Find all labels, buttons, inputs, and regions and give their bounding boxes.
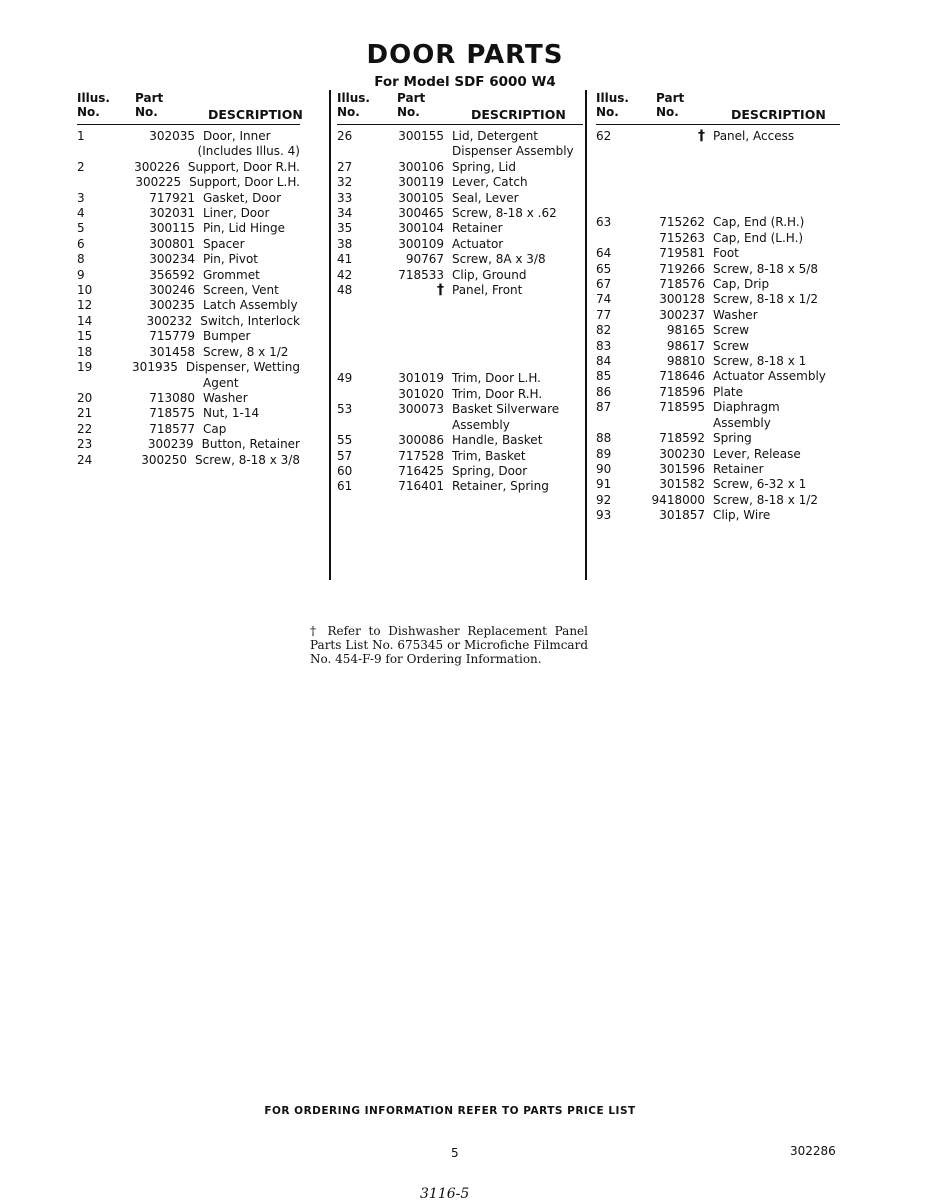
description: Support, Door R.H. (187, 159, 300, 174)
table-row (337, 160, 583, 175)
part-number: 300128 (659, 292, 705, 307)
table-row (596, 508, 840, 523)
illus-number: 19 (77, 360, 93, 375)
description: Screw, 8-18 x 1/2 (713, 492, 818, 507)
table-row (596, 416, 840, 431)
description: Cap, End (R.H.) (713, 215, 805, 230)
illus-number: 32 (337, 175, 353, 190)
header-illus: Illus. No. (596, 91, 629, 119)
part-number: 300109 (398, 236, 444, 251)
part-number: 300226 (134, 159, 180, 174)
illus-number: 1 (77, 129, 85, 143)
part-number (604, 416, 705, 431)
table-row (77, 252, 300, 267)
description: Seal, Lever (452, 190, 519, 205)
part-number: 300119 (398, 175, 444, 190)
description: Assembly (452, 417, 510, 432)
table-row (77, 298, 300, 313)
part-number (344, 418, 444, 433)
table-row (596, 292, 840, 307)
part-number: 719581 (659, 246, 705, 261)
part-number: 98810 (666, 354, 705, 369)
table-row (596, 215, 840, 230)
illus-number: 10 (77, 283, 93, 298)
description: Screw (713, 323, 750, 338)
illus-number: 88 (596, 431, 612, 446)
part-number: 302035 (149, 129, 195, 143)
part-number: 718596 (659, 384, 705, 399)
description: Gasket, Door (203, 190, 281, 205)
illus-number: 48 (337, 283, 353, 298)
illus-number (337, 387, 344, 402)
illus-number: 83 (596, 338, 612, 353)
illus-number: 86 (596, 384, 612, 399)
handwritten-mark: 3116-5 (420, 1186, 470, 1202)
description: Screen, Vent (203, 283, 279, 298)
column-header (596, 90, 840, 125)
table-row (596, 323, 840, 338)
part-number: 300104 (398, 221, 444, 236)
table-row (596, 447, 840, 462)
table-row (596, 369, 840, 384)
illus-number: 84 (596, 354, 612, 369)
table-row (337, 175, 583, 190)
table-row (337, 418, 583, 433)
description: Cap, Drip (713, 277, 770, 292)
table-row (77, 453, 300, 468)
parts-column-3 (596, 90, 840, 524)
illus-number: 87 (596, 400, 612, 415)
table-row (77, 160, 300, 175)
part-number: 300225 (135, 175, 182, 190)
table-row (596, 129, 840, 144)
description: Door, Inner (203, 129, 271, 143)
illus-number: 61 (337, 479, 353, 494)
table-row (337, 449, 583, 464)
illus-number: 33 (337, 190, 353, 205)
description: Panel, Front (452, 283, 523, 298)
description: Pin, Pivot (203, 252, 258, 267)
description: Lid, Detergent (452, 129, 539, 143)
description: Button, Retainer (201, 437, 300, 452)
illus-number: 49 (337, 371, 353, 386)
part-number: 718533 (398, 267, 444, 282)
table-row (337, 268, 583, 283)
part-number: 301935 (132, 360, 178, 375)
illus-number: 65 (596, 261, 612, 276)
illus-number: 63 (596, 215, 612, 230)
description: Trim, Door L.H. (452, 371, 541, 386)
table-row (337, 479, 583, 494)
description: Washer (713, 307, 758, 322)
part-number: 718575 (149, 406, 195, 421)
table-row (596, 246, 840, 261)
description: Trim, Door R.H. (452, 386, 543, 401)
table-row (596, 339, 840, 354)
table-row (596, 493, 840, 508)
illus-number (77, 175, 123, 190)
part-number: 713080 (149, 390, 195, 405)
part-number: 301020 (398, 386, 444, 401)
part-number: 300106 (398, 159, 444, 174)
table-row (77, 206, 300, 221)
description: Lever, Release (713, 446, 801, 461)
illus-number: 57 (337, 448, 353, 463)
illus-number: 62 (596, 129, 612, 143)
description: Foot (713, 246, 739, 261)
description: Agent (203, 375, 239, 390)
description: Diaphragm (713, 400, 780, 415)
parts-column-2 (337, 90, 583, 495)
description: Actuator (452, 236, 504, 251)
illus-number: 23 (77, 437, 93, 452)
illus-number (596, 416, 604, 431)
table-row (337, 237, 583, 252)
table-row (77, 422, 300, 437)
table-row (77, 314, 300, 329)
description: Dispenser, Wetting (185, 360, 300, 375)
table-row (77, 283, 300, 298)
description: Handle, Basket (452, 433, 543, 448)
document-number: 302286 (790, 1144, 836, 1158)
parts-list (337, 129, 583, 298)
part-number: 715779 (149, 329, 195, 344)
part-number: † (698, 128, 705, 144)
illus-number: 24 (77, 452, 93, 467)
table-row (596, 431, 840, 446)
illus-number: 18 (77, 344, 93, 359)
header-illus: Illus. No. (337, 91, 370, 119)
illus-number: 89 (596, 446, 612, 461)
part-number (129, 376, 195, 391)
part-number: 300155 (398, 129, 444, 143)
parts-list (596, 129, 840, 144)
table-row (337, 371, 583, 386)
table-row (596, 231, 840, 246)
table-row (596, 477, 840, 492)
illus-number: 2 (77, 159, 85, 174)
illus-number: 77 (596, 307, 612, 322)
table-row (337, 283, 583, 298)
illus-number: 42 (337, 267, 353, 282)
illus-number: 5 (77, 221, 85, 236)
part-number: 718576 (659, 277, 705, 292)
description: Nut, 1-14 (203, 406, 260, 421)
description: Lever, Catch (452, 175, 528, 190)
table-row (77, 376, 300, 391)
table-row (337, 191, 583, 206)
description: Plate (713, 384, 744, 399)
part-number: 301596 (659, 461, 705, 476)
illus-number: 8 (77, 252, 85, 267)
part-number: 300250 (141, 452, 187, 467)
part-number: 718577 (149, 421, 195, 436)
model-subtitle: For Model SDF 6000 W4 (374, 74, 556, 90)
page-title: DOOR PARTS (366, 40, 564, 70)
description: Assembly (713, 415, 771, 430)
part-number: 718646 (659, 369, 705, 384)
description: Screw (713, 338, 750, 353)
part-number: 300239 (147, 437, 194, 452)
description: Spring (713, 431, 752, 446)
description: Retainer, Spring (452, 479, 549, 494)
description: Grommet (203, 267, 260, 282)
part-number: 715262 (659, 215, 705, 230)
part-number: 356592 (149, 267, 195, 282)
table-row (77, 191, 300, 206)
part-number: 301857 (659, 508, 705, 523)
table-row (77, 129, 300, 144)
part-number: 300073 (398, 402, 444, 417)
page-number: 5 (451, 1146, 459, 1160)
description: Screw, 8-18 x 5/8 (713, 261, 818, 276)
header-part: Part No. (135, 91, 164, 119)
part-number: 98165 (666, 323, 705, 338)
illus-number (337, 418, 344, 433)
parts-list (337, 371, 583, 494)
description: Switch, Interlock (200, 313, 300, 328)
illus-number: 15 (77, 329, 93, 344)
part-number: 301458 (149, 344, 195, 359)
part-number: 300465 (398, 206, 444, 221)
table-row (77, 391, 300, 406)
description: Latch Assembly (203, 298, 298, 313)
part-number: 718592 (659, 431, 705, 446)
description: Actuator Assembly (713, 369, 826, 384)
illus-number: 27 (337, 159, 353, 174)
part-number: 300232 (146, 313, 193, 328)
illus-number: 26 (337, 129, 353, 143)
part-number: 98617 (666, 338, 705, 353)
table-row (337, 402, 583, 417)
parts-list (596, 215, 840, 523)
illus-number: 93 (596, 508, 612, 523)
description: Clip, Wire (713, 508, 771, 523)
table-row (77, 329, 300, 344)
illus-number: 35 (337, 221, 353, 236)
table-row (337, 252, 583, 267)
header-part: Part No. (656, 91, 685, 119)
illus-number: 91 (596, 477, 612, 492)
description: Trim, Basket (452, 448, 526, 463)
part-number: 301019 (398, 371, 444, 386)
description: Screw, 8-18 x 1/2 (713, 292, 818, 307)
part-number: 90767 (405, 252, 444, 267)
table-row (77, 406, 300, 421)
description: Bumper (203, 329, 251, 344)
part-number: 9418000 (651, 492, 705, 507)
description: Liner, Door (203, 206, 270, 221)
description: Dispenser Assembly (452, 144, 574, 159)
description: Support, Door L.H. (189, 175, 300, 190)
table-row (596, 400, 840, 415)
table-row (337, 433, 583, 448)
table-row (596, 385, 840, 400)
table-row (337, 387, 583, 402)
column-divider (329, 90, 331, 580)
part-number: 300230 (659, 446, 705, 461)
illus-number: 60 (337, 463, 353, 478)
illus-number: 85 (596, 369, 612, 384)
table-row (596, 277, 840, 292)
table-row (596, 462, 840, 477)
description: (Includes Illus. 4) (197, 144, 300, 159)
illus-number: 53 (337, 402, 353, 417)
illus-number: 6 (77, 236, 85, 251)
table-row (337, 206, 583, 221)
description: Spring, Lid (452, 159, 516, 174)
part-number: † (437, 282, 444, 299)
table-row (596, 354, 840, 369)
header-description: DESCRIPTION (471, 107, 566, 122)
table-row (77, 144, 300, 159)
part-number (344, 144, 444, 159)
illus-number: 14 (77, 313, 93, 328)
part-number: 717921 (149, 190, 195, 205)
part-number: 300105 (398, 190, 444, 205)
column-header (77, 90, 303, 125)
description: Screw, 8A x 3/8 (452, 252, 546, 267)
illus-number: 55 (337, 433, 353, 448)
header-description: DESCRIPTION (731, 107, 826, 122)
table-row (596, 262, 840, 277)
column-divider (585, 90, 587, 580)
part-number (127, 144, 190, 159)
table-row (77, 175, 300, 190)
description: Screw, 8 x 1/2 (203, 344, 289, 359)
description: Spring, Door (452, 463, 528, 478)
table-row (77, 237, 300, 252)
illus-number: 90 (596, 461, 612, 476)
illus-number: 41 (337, 252, 353, 267)
illus-number: 74 (596, 292, 612, 307)
table-row (77, 345, 300, 360)
table-row (77, 221, 300, 236)
header-description: DESCRIPTION (208, 107, 303, 122)
part-number: 718595 (659, 400, 705, 415)
description: Screw, 6-32 x 1 (713, 477, 807, 492)
illus-number (596, 231, 604, 246)
description: Pin, Lid Hinge (203, 221, 285, 236)
description: Retainer (452, 221, 503, 236)
illus-number: 9 (77, 267, 85, 282)
description: Screw, 8-18 x 3/8 (195, 452, 300, 467)
illus-number: 22 (77, 421, 93, 436)
illus-number: 21 (77, 406, 93, 421)
ordering-footer: FOR ORDERING INFORMATION REFER TO PARTS PRICE LIST (264, 1105, 636, 1117)
description: Panel, Access (713, 129, 795, 143)
illus-number: 20 (77, 390, 93, 405)
table-row (77, 268, 300, 283)
part-number: 300237 (659, 307, 705, 322)
illus-number (77, 376, 129, 391)
illus-number: 4 (77, 206, 85, 221)
illus-number: 82 (596, 323, 612, 338)
part-number: 715263 (659, 230, 705, 245)
table-row (77, 437, 300, 452)
parts-column-1 (77, 90, 303, 468)
part-number: 302031 (149, 206, 195, 221)
part-number: 300115 (149, 221, 195, 236)
part-number: 300246 (149, 283, 195, 298)
header-illus: Illus. No. (77, 91, 110, 119)
description: Screw, 8-18 x .62 (452, 206, 557, 221)
part-number: 716425 (398, 463, 444, 478)
part-number: 716401 (398, 479, 444, 494)
table-row (337, 221, 583, 236)
description: Cap (203, 421, 227, 436)
table-row (337, 464, 583, 479)
part-number: 301582 (659, 477, 705, 492)
illus-number (77, 144, 127, 159)
illus-number (337, 144, 344, 159)
description: Basket Silverware (452, 402, 560, 417)
illus-number: 92 (596, 492, 612, 507)
description: Clip, Ground (452, 267, 527, 282)
illus-number: 34 (337, 206, 353, 221)
part-number: 300801 (149, 236, 195, 251)
description: Retainer (713, 461, 764, 476)
part-number: 300235 (149, 298, 195, 313)
table-row (77, 360, 300, 375)
table-row (337, 144, 583, 159)
part-number: 719266 (659, 261, 705, 276)
description: Screw, 8-18 x 1 (713, 354, 807, 369)
part-number: 300234 (149, 252, 195, 267)
table-row (596, 308, 840, 323)
header-part: Part No. (397, 91, 426, 119)
parts-list (77, 129, 300, 468)
illus-number: 38 (337, 236, 353, 251)
illus-number: 3 (77, 190, 85, 205)
illus-number: 64 (596, 246, 612, 261)
illus-number: 12 (77, 298, 93, 313)
part-number: 717528 (398, 448, 444, 463)
illus-number: 67 (596, 277, 612, 292)
description: Washer (203, 390, 248, 405)
part-number: 300086 (398, 433, 444, 448)
dagger-footnote: † Refer to Dishwasher Replacement Panel Parts List No. 675345 or Microfiche Filmcard No. 454-F-9 for Ordering Information. (310, 624, 588, 666)
description: Cap, End (L.H.) (713, 230, 804, 245)
column-header (337, 90, 583, 125)
table-row (337, 129, 583, 144)
description: Spacer (203, 236, 245, 251)
